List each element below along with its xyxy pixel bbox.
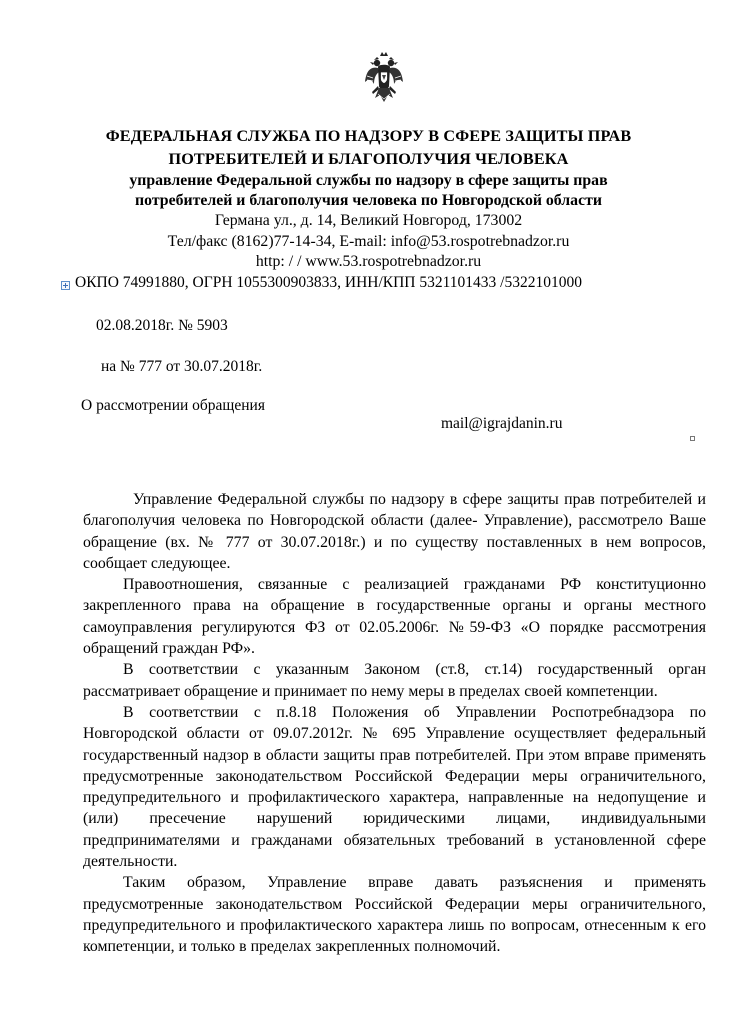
body-paragraph: Правоотношения, связанные с реализацией гражданами РФ конституционно закрепленного права на обращение в государственные органы и органы местного самоуправления регулируются ФЗ от 02.05.2006г. №59-ФЗ «О порядке рассмотрения обращений граждан РФ». <box>83 576 706 658</box>
small-box-icon <box>690 436 695 441</box>
agency-name-line2: ПОТРЕБИТЕЛЕЙ И БЛАГОПОЛУЧИЯ ЧЕЛОВЕКА <box>168 150 569 168</box>
body-paragraph: В соответствии с п.8.18 Положения об Управлении Роспотребнадзора по Новгородской области от 09.07.2012г. № 695 Управление осуществляет федеральный государственный надзор в области защиты прав потребителей. При этом вправе применять предусмотренные законодательством Российской Федерации меры ограничительного, предупредительного и профилактического характера, направленные на недопущение и (или) пресечение нарушений юридическими лицами, индивидуальными предпринимателями и гражданами обязательных требований в установленной сфере деятельности. <box>83 703 706 871</box>
recipient-email: mail@igrajdanin.ru <box>441 415 563 432</box>
plus-box-icon[interactable] <box>61 281 70 290</box>
body-paragraph: Таким образом, Управление вправе давать разъяснения и применять предусмотренные законодательством Российской Федерации меры ограничительного, предупредительного и профилактического характера лишь по вопросам, отнесенным к его компетенции, и только в пределах закрепленных полномочий. <box>83 874 706 956</box>
body-paragraph: Управление Федеральной службы по надзору в сфере защиты прав потребителей и благополучия человека по Новгородской области (далее- Управление), рассмотрело Ваше обращение (вх. № 777 от 30.07.2018г.) и по существу поставленных в нем вопросов, сообщает следующее. <box>83 491 706 572</box>
letter-date-number: 02.08.2018г. № 5903 <box>96 317 228 334</box>
department-name-line1: управление Федеральной службы по надзору в сфере защиты прав <box>129 172 608 189</box>
body-paragraph: В соответствии с указанным Законом (ст.8, ст.14) государственный орган рассматривает обращение и принимает по нему меры в пределах своей компетенции. <box>83 661 706 700</box>
agency-address: Германа ул., д. 14, Великий Новгород, 173002 <box>214 212 523 229</box>
agency-contacts: Тел/факс (8162)77-14-34, E-mail: info@53.rospotrebnadzor.ru <box>167 233 570 250</box>
letter-subject: О рассмотрении обращения <box>81 397 265 414</box>
registration-codes: ОКПО 74991880, ОГРН 1055300903833, ИНН/КПП 5321101433 /5322101000 <box>75 274 582 291</box>
agency-website: http: / / www.53.rospotrebnadzor.ru <box>255 253 482 270</box>
coat-of-arms-icon <box>364 50 404 108</box>
reply-reference: на № 777 от 30.07.2018г. <box>101 358 263 375</box>
department-name-line2: потребителей и благополучия человека по Новгородской области <box>135 192 602 209</box>
letter-body <box>83 489 706 958</box>
agency-name-line1: ФЕДЕРАЛЬНАЯ СЛУЖБА ПО НАДЗОРУ В СФЕРЕ ЗАЩИТЫ ПРАВ <box>105 127 632 145</box>
